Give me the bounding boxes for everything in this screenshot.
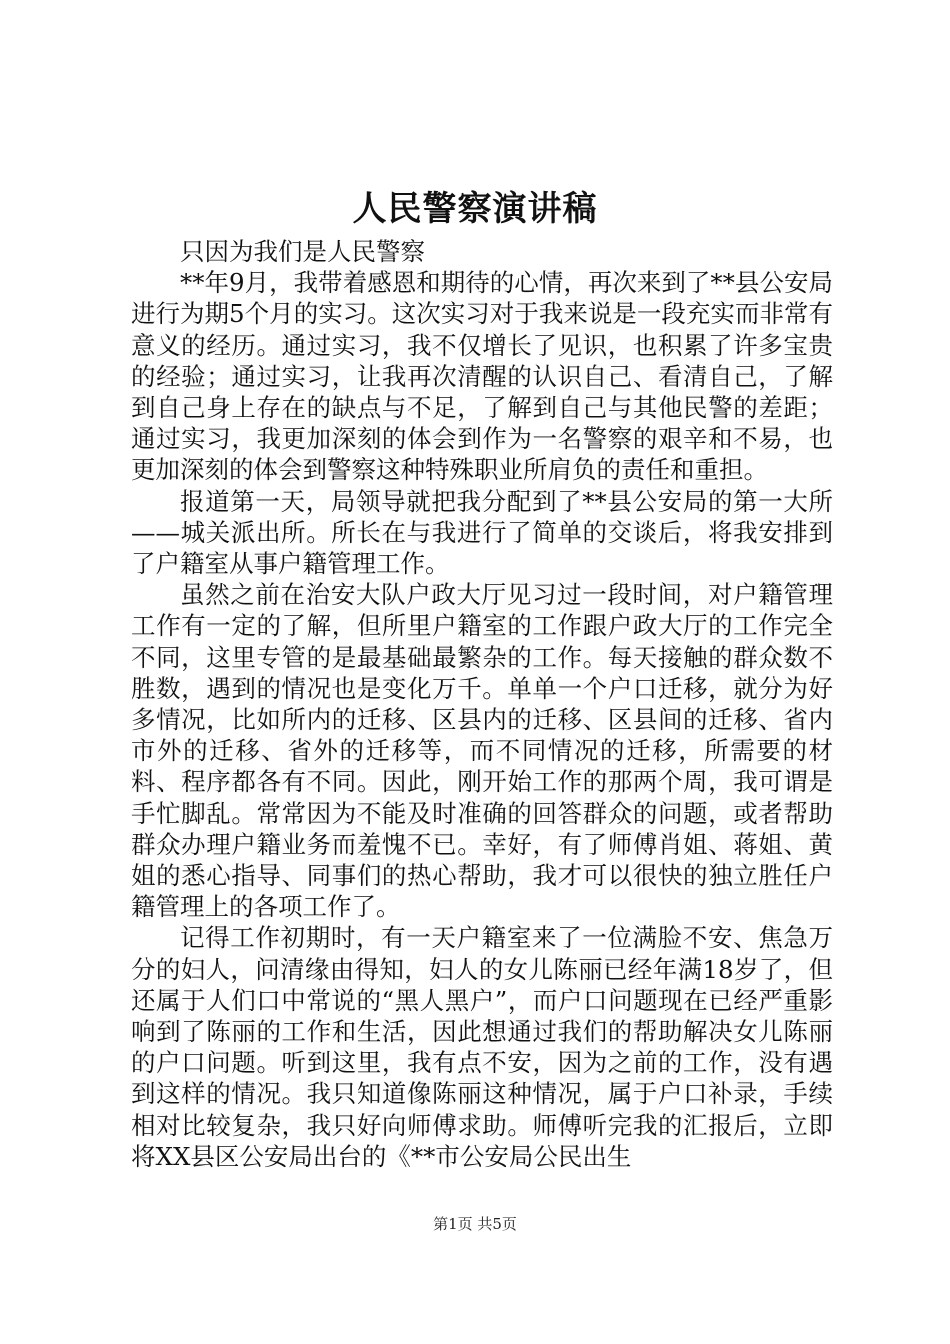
document-body	[131, 236, 833, 1172]
paragraph: 记得工作初期时，有一天户籍室来了一位满脸不安、焦急万分的妇人，问清缘由得知，妇人的女儿陈丽已经年满18岁了，但还属于人们口中常说的“黑人黑户”，而户口问题现在已经严重影响到了陈丽的工作和生活，因此想通过我们的帮助解决女儿陈丽的户口问题。听到这里，我有点不安，因为之前的工作，没有遇到这样的情况。我只知道像陈丽这种情况，属于户口补录，手续相对比较复杂，我只好向师傅求助。师傅听完我的汇报后，立即将XX县区公安局出台的《**市公安局公民出生	[131, 923, 833, 1171]
document-title: 人民警察演讲稿	[352, 189, 598, 229]
paragraph-subtitle: 只因为我们是人民警察	[180, 237, 425, 266]
paragraph: **年9月，我带着感恩和期待的心情，再次来到了**县公安局进行为期5个月的实习。这次实习对于我来说是一段充实而非常有意义的经历。通过实习，我不仅增长了见识，也积累了许多宝贵的经验；通过实习，让我再次清醒的认识自己、看清自己，了解到自己身上存在的缺点与不足，了解到自己与其他民警的差距；通过实习，我更加深刻的体会到作为一名警察的艰辛和不易，也更加深刻的体会到警察这种特殊职业所肩负的责任和重担。	[131, 268, 833, 485]
page-number-footer: 第1页 共5页	[433, 1215, 517, 1233]
paragraph: 虽然之前在治安大队户政大厅见习过一段时间，对户籍管理工作有一定的了解，但所里户籍室的工作跟户政大厅的工作完全不同，这里专管的是最基础最繁杂的工作。每天接触的群众数不胜数，遇到的情况也是变化万千。单单一个户口迁移，就分为好多情况，比如所内的迁移、区县内的迁移、区县间的迁移、省内市外的迁移、省外的迁移等，而不同情况的迁移，所需要的材料、程序都各有不同。因此，刚开始工作的那两个周，我可谓是手忙脚乱。常常因为不能及时准确的回答群众的问题，或者帮助群众办理户籍业务而羞愧不已。幸好，有了师傅肖姐、蒋姐、黄姐的悉心指导、同事们的热心帮助，我才可以很快的独立胜任户籍管理上的各项工作了。	[131, 580, 833, 922]
paragraph: 报道第一天，局领导就把我分配到了**县公安局的第一大所——城关派出所。所长在与我进行了简单的交谈后，将我安排到了户籍室从事户籍管理工作。	[131, 486, 833, 579]
